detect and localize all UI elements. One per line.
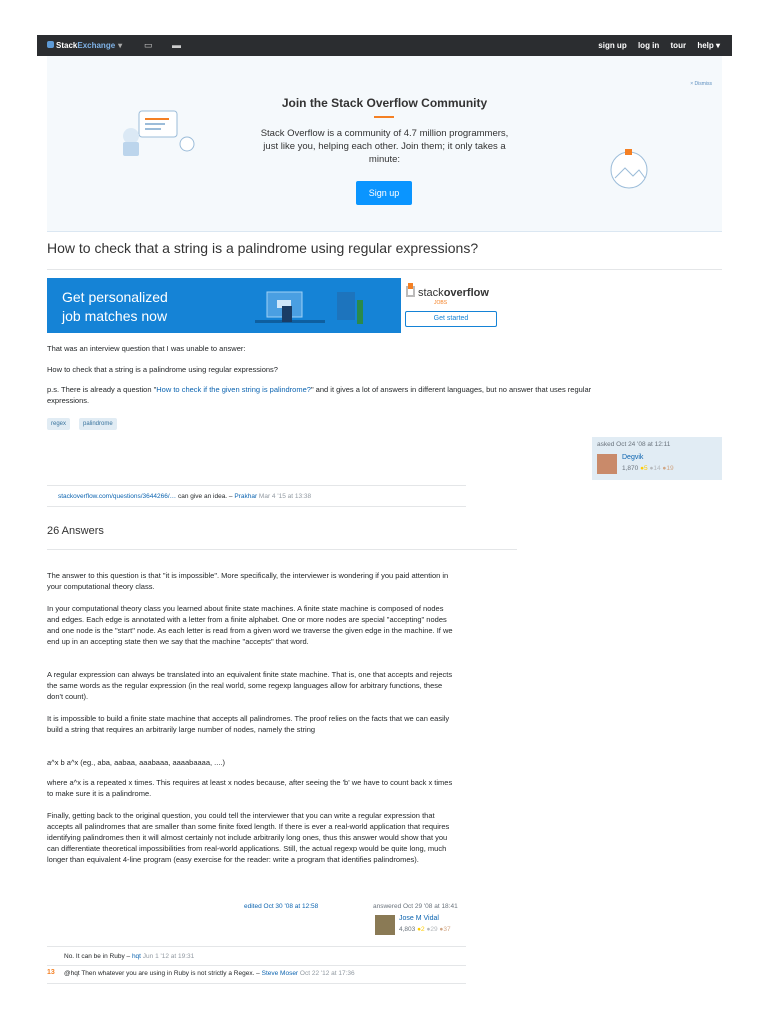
question-paragraph: That was an interview question that I was unable to answer: — [47, 344, 246, 353]
comment-divider — [47, 485, 466, 486]
tag-regex[interactable]: regex — [47, 418, 70, 430]
ad-headline-line2: job matches now — [62, 308, 168, 324]
tag-palindrome[interactable]: palindrome — [79, 418, 117, 430]
comment-author-link[interactable]: Prakhar — [234, 493, 258, 500]
globe-illustration-icon — [607, 146, 657, 196]
divider — [47, 549, 517, 550]
comment-score: 13 — [47, 969, 55, 976]
answer-paragraph: Finally, getting back to the original question, you could tell the interviewer that you can write a regular expression that accepts all palindromes that are smaller than some finite fixed length. If there is ever a real-world application that requires identifying palindromes then it will almost certainly not include arbitrarily long ones, thus this answer would show that you can differentiate theoretical impossibilities from real-world applications. Still, the actual regexp would be quite long, much longer than equivalent 4-line program (easy exercise for the reader: write a program that identifies palindromes). — [47, 811, 450, 864]
question-paragraph: p.s. There is already a question "How to check if the given string is palindrome?" and it gives a lot of answers in different languages, but no answer that uses regular expressions. — [47, 385, 592, 405]
community-banner — [47, 56, 722, 232]
comment-divider — [47, 965, 466, 966]
answer-author-link[interactable]: Jose M Vidal — [399, 915, 439, 922]
banner-description: Stack Overflow is a community of 4.7 million programmers, just like you, helping each other. Join them; it only takes a minute: — [260, 128, 509, 165]
answer-comment: No. It can be in Ruby – hqt Jun 1 '12 at 19:31 — [64, 953, 195, 960]
ad-brand-panel — [401, 278, 518, 333]
comment-divider — [47, 946, 466, 947]
banner-title: Join the Stack Overflow Community — [281, 96, 488, 110]
get-started-button[interactable]: Get started — [405, 311, 497, 327]
inbox-icon[interactable]: ▭ — [144, 40, 153, 50]
nav-log-in[interactable]: log in — [637, 41, 660, 50]
banner-rule — [374, 116, 394, 118]
comment-divider — [47, 983, 466, 984]
comment-author-link[interactable]: hqt — [131, 953, 141, 960]
signup-button[interactable]: Sign up — [356, 181, 412, 205]
comment-link[interactable]: stackoverflow.com/questions/3644266/… — [58, 493, 177, 500]
comment-author-link[interactable]: Steve Moser — [261, 970, 299, 977]
avatar[interactable] — [375, 915, 395, 935]
ad-headline-line1: Get personalized — [62, 289, 168, 305]
top-nav — [589, 41, 720, 50]
nav-tour[interactable]: tour — [670, 41, 687, 50]
ad-brand: stackoverflow — [418, 287, 489, 299]
dismiss-link[interactable]: × Dismiss — [690, 81, 712, 87]
question-owner-card — [592, 437, 722, 480]
jobs-ad-banner[interactable] — [47, 278, 518, 333]
reputation: 4,803 ●2 ●29 ●37 — [399, 926, 451, 933]
question-paragraph: How to check that a string is a palindrome using regular expressions? — [47, 365, 278, 374]
answer-paragraph: where a^x is a repeated x times. This requires at least x nodes because, after seeing the 'b' we have to count back x times to make sure it is a palindrome. — [47, 778, 453, 798]
answer-paragraph: A regular expression can always be translated into an equivalent finite state machine. That is, one that accepts and rejects the same words as the regular expression (in the real world, some regexp languages allow for arbitrary functions, these don't count). — [47, 670, 453, 701]
question-author-link[interactable]: Degvik — [622, 454, 644, 461]
logo-icon — [47, 41, 54, 48]
nav-sign-up[interactable]: sign up — [598, 41, 627, 50]
question-title[interactable]: How to check that a string is a palindrome using regular expressions? — [47, 240, 479, 256]
nav-help[interactable]: help ▾ — [697, 41, 720, 50]
stackexchange-logo[interactable]: StackExchange ▾ — [47, 41, 122, 50]
related-question-link[interactable]: How to check if the given string is palindrome? — [156, 385, 311, 394]
answered-date: answered Oct 29 '08 at 18:41 — [373, 903, 458, 910]
top-bar — [37, 35, 732, 56]
answer-paragraph: The answer to this question is that "it is impossible". More specifically, the interviewer is wondering if you paid attention in your computational theory class. — [47, 571, 449, 591]
chat-illustration-icon — [117, 106, 207, 166]
office-illustration-icon — [247, 282, 387, 333]
ad-jobs-label: JOBS — [434, 300, 448, 306]
answer-comment: @hqt Then whatever you are using in Ruby is not strictly a Regex. – Steve Moser Oct 22 '12 at 17:36 — [64, 970, 355, 977]
answer-paragraph: In your computational theory class you learned about finite state machines. A finite state machine is composed of nodes and edges. Each edge is annotated with a letter from a finite alphabet. One or more nodes are special "accepting" nodes and one node is the "start" node. As each letter is read from a given word we traverse the given edge in the machine. If we end up in an accepting state then we say that the machine "accepts" that word. — [47, 604, 453, 646]
divider — [47, 269, 722, 270]
edited-link[interactable]: edited Oct 30 '08 at 12:58 — [244, 903, 319, 910]
question-comment: stackoverflow.com/questions/3644266/… can give an idea. – Prakhar Mar 4 '15 at 13:38 — [58, 493, 312, 500]
achievements-icon[interactable]: ▬ — [172, 40, 181, 50]
comment-divider — [47, 506, 466, 507]
avatar[interactable] — [597, 454, 617, 474]
answer-paragraph: a^x b a^x (eg., aba, aabaa, aaabaaa, aaaabaaaa, ....) — [47, 758, 226, 767]
asked-date: asked Oct 24 '08 at 12:11 — [597, 441, 671, 448]
reputation: 1,870 ●5 ●14 ●19 — [622, 465, 674, 472]
stackoverflow-logo-bars-icon — [408, 283, 413, 289]
answer-paragraph: It is impossible to build a finite state machine that accepts all palindromes. The proof relies on the facts that we can easily build a string that requires an arbitrarily large number of nodes, namely the string — [47, 714, 450, 734]
answers-count-heading: 26 Answers — [47, 525, 104, 537]
